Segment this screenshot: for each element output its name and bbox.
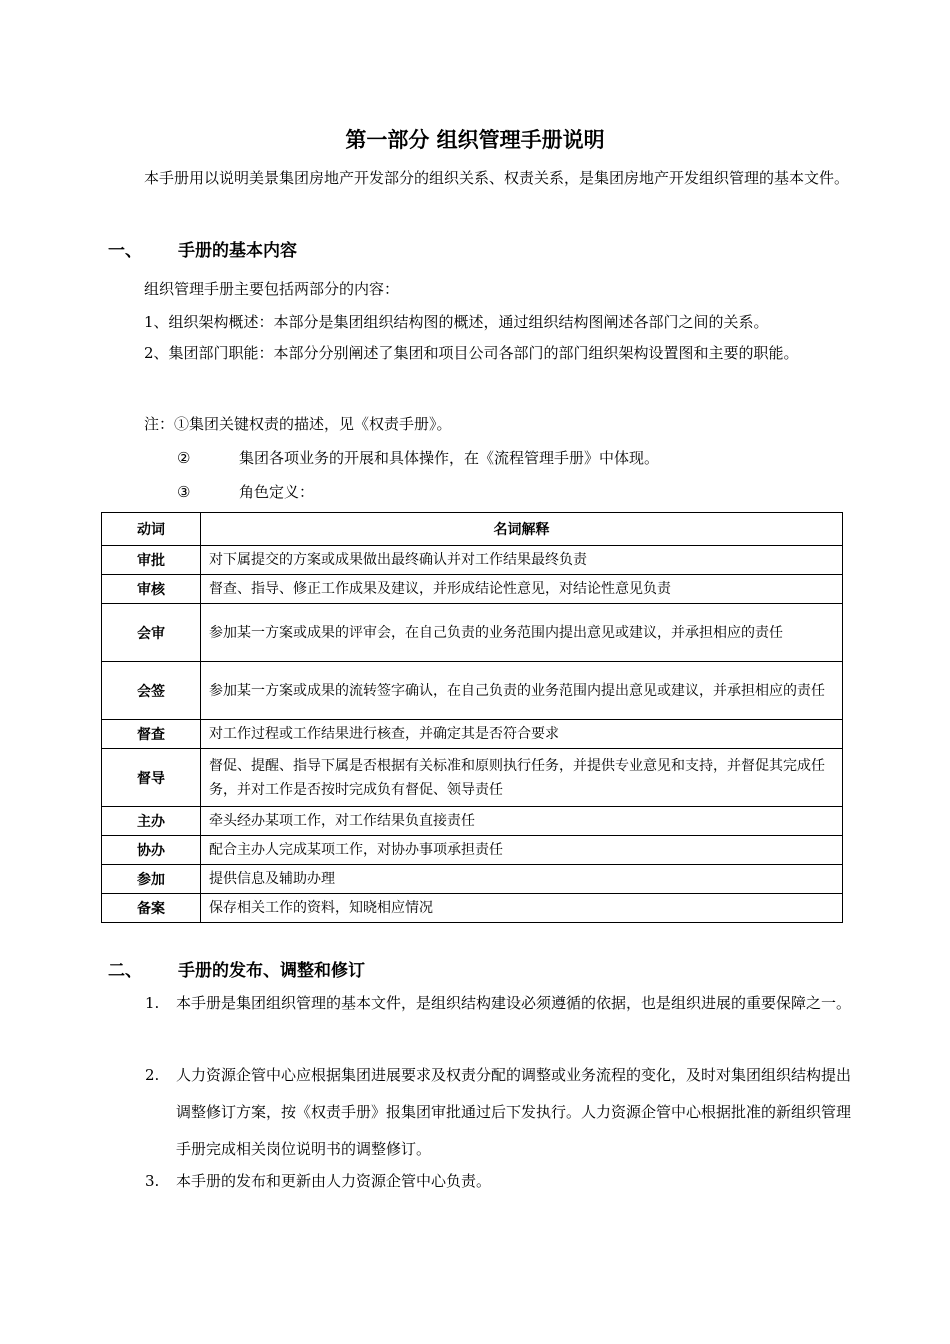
header-verb: 动词 [102,513,201,546]
section1-number: 一、 [108,241,142,261]
table-row [102,807,843,836]
row-description: 对工作过程或工作结果进行核查，并确定其是否符合要求 [201,720,843,749]
row-description: 提供信息及辅助办理 [201,865,843,894]
note-3-text: 角色定义： [239,483,315,501]
list-item-number: 2. [145,1066,160,1084]
list-item-text: 本手册的发布和更新由人力资源企管中心负责。 [176,1172,492,1190]
list-item-text: 本手册是集团组织管理的基本文件，是组织结构建设必须遵循的依据，也是组织进展的重要保障之一。 [176,994,852,1012]
list-item-text: 人力资源企管中心应根据集团进展要求及权责分配的调整或业务流程的变化，及时对集团组织结构提出调整修订方案，按《权责手册》报集团审批通过后下发执行。人力资源企管中心根据批准的新组织管理手册完成相关岗位说明书的调整修订。 [176,1066,852,1158]
section2-title: 手册的发布、调整和修订 [178,961,365,981]
row-verb: 会审 [102,604,201,662]
table-row [102,894,843,923]
section1-lead: 组织管理手册主要包括两部分的内容： [144,280,400,298]
table-row [102,749,843,807]
row-description: 参加某一方案或成果的流转签字确认，在自己负责的业务范围内提出意见或建议，并承担相应的责任 [201,662,843,720]
header-description: 名词解释 [201,513,843,546]
note-1: 注：①集团关键权责的描述，见《权责手册》。 [144,415,452,433]
row-verb: 参加 [102,865,201,894]
row-description: 对下属提交的方案或成果做出最终确认并对工作结果最终负责 [201,546,843,575]
page-title: 第一部分 组织管理手册说明 [345,128,605,152]
row-description: 保存相关工作的资料，知晓相应情况 [201,894,843,923]
table-row [102,720,843,749]
section1-point2: 2、集团部门职能：本部分分别阐述了集团和项目公司各部门的部门组织架构设置图和主要的职能。 [144,344,799,362]
intro-paragraph: 本手册用以说明美景集团房地产开发部分的组织关系、权责关系，是集团房地产开发组织管理的基本文件。 [144,169,850,187]
row-description: 督查、指导、修正工作成果及建议，并形成结论性意见，对结论性意见负责 [201,575,843,604]
table-row [102,546,843,575]
row-description: 督促、提醒、指导下属是否根据有关标准和原则执行任务，并提供专业意见和支持，并督促其完成任务，并对工作是否按时完成负有督促、领导责任 [201,749,843,807]
row-description: 参加某一方案或成果的评审会，在自己负责的业务范围内提出意见或建议，并承担相应的责任 [201,604,843,662]
table-row [102,662,843,720]
section2-number: 二、 [108,961,142,981]
row-description: 配合主办人完成某项工作，对协办事项承担责任 [201,836,843,865]
role-definition-table [101,512,843,923]
table-header-row [102,513,843,546]
note-3-mark: ③ [177,483,191,501]
table-row [102,604,843,662]
note-2 [177,448,659,468]
row-verb: 审批 [102,546,201,575]
row-description: 牵头经办某项工作，对工作结果负直接责任 [201,807,843,836]
row-verb: 会签 [102,662,201,720]
note-3 [177,482,314,502]
note-2-mark: ② [177,449,191,467]
table-row [102,865,843,894]
note-2-text: 集团各项业务的开展和具体操作，在《流程管理手册》中体现。 [239,449,660,467]
row-verb: 协办 [102,836,201,865]
table-row [102,836,843,865]
row-verb: 审核 [102,575,201,604]
row-verb: 备案 [102,894,201,923]
list-item-number: 3. [145,1172,160,1190]
section1-title: 手册的基本内容 [178,241,297,261]
list-item-number: 1. [145,994,160,1012]
list-item [145,985,853,1022]
list-item [145,1057,853,1168]
section1-heading [108,236,297,261]
row-verb: 督导 [102,749,201,807]
table-row [102,575,843,604]
row-verb: 主办 [102,807,201,836]
row-verb: 督查 [102,720,201,749]
section2-heading [108,956,365,981]
list-item [145,1163,853,1200]
section1-point1: 1、组织架构概述：本部分是集团组织结构图的概述，通过组织结构图阐述各部门之间的关系。 [144,313,769,331]
